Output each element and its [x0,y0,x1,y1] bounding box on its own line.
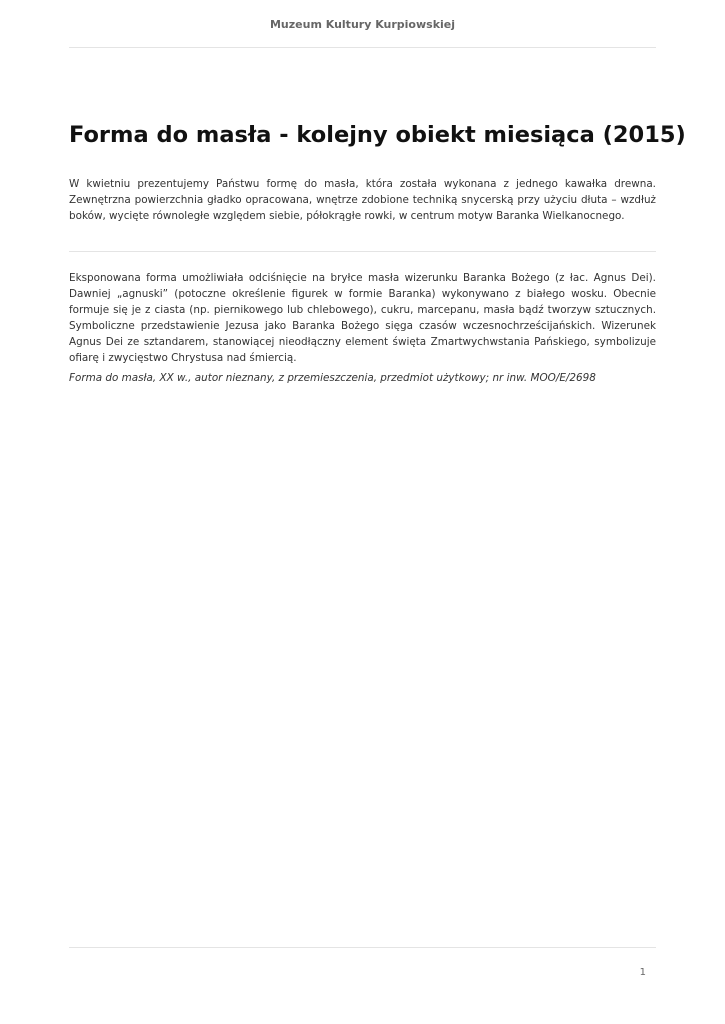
site-header-title: Muzeum Kultury Kurpiowskiej [269,18,456,31]
page-number: 1 [639,967,646,978]
article-intro-paragraph: W kwietniu prezentujemy Państwu formę do masła, która została wykonana z jednego kawałka drewna. Zewnętrzna powierzchnia gładko opracowana, wnętrze zdobione techniką snycerską przy użyciu dłuta – wzdłuż boków, wycięte równoległe względem siebie, półokrągłe rowki, w centrum motyw Baranka Wielkanocnego. [69,178,656,222]
object-caption: Forma do masła, XX w., autor nieznany, z przemieszczenia, przedmiot użytkowy; nr inw. MOO/E/2698 [69,372,596,384]
article-title: Forma do masła - kolejny obiekt miesiąca (2015) [69,122,686,148]
article-body-paragraph: Eksponowana forma umożliwiała odciśnięcie na bryłce masła wizerunku Baranka Bożego (z łac. Agnus Dei). Dawniej „agnuski” (potoczne określenie figurek w formie Baranka) wykonywano z białego wosku. Obecnie formuje się je z ciasta (np. piernikowego lub chlebowego), cukru, marcepanu, masła bądź tworzyw sztucznych. Symboliczne przedstawienie Jezusa jako Baranka Bożego sięga czasów wczesnochrześcijańskich. Wizerunek Agnus Dei ze sztandarem, stanowiącej nieodłączny element święta Zmartwychwstania Pańskiego, symbolizuje ofiarę i zwycięstwo Chrystusa nad śmiercią. [69,272,656,364]
footer-divider [69,947,656,948]
section-divider [69,251,656,252]
header-divider [69,47,656,48]
